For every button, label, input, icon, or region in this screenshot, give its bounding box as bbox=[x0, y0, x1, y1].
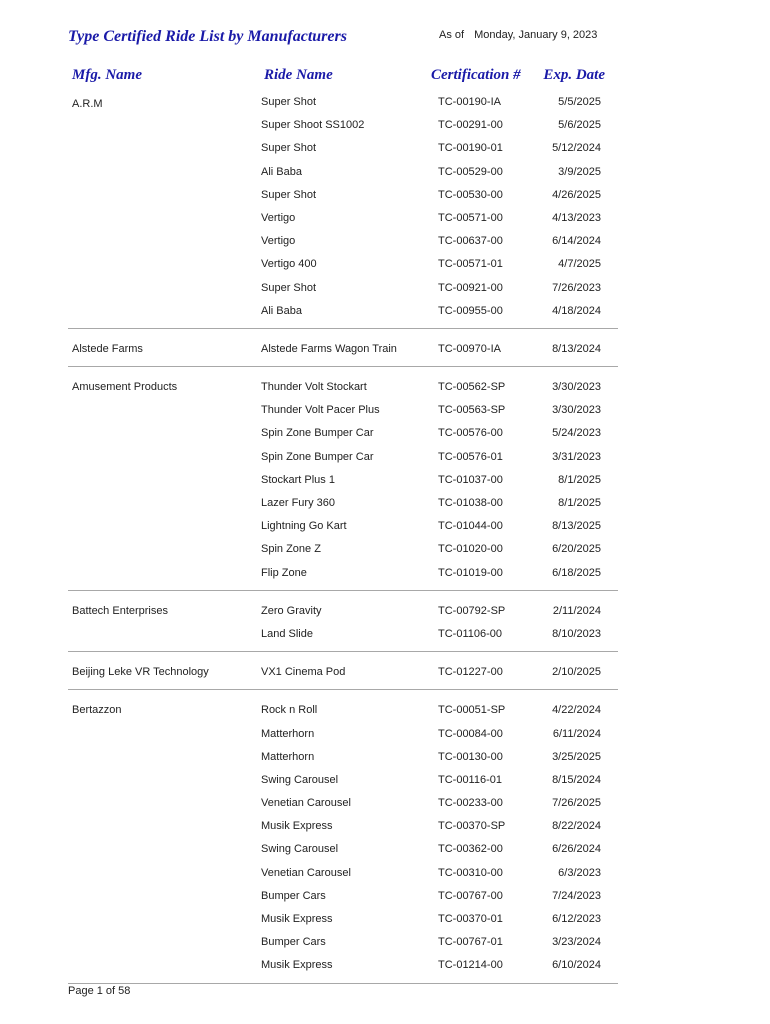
ride-name: Land Slide bbox=[261, 627, 313, 640]
column-header-mfg-name: Mfg. Name bbox=[72, 67, 142, 83]
manufacturer-group bbox=[68, 328, 618, 366]
certification-number: TC-00084-00 bbox=[438, 727, 503, 740]
ride-name: Flip Zone bbox=[261, 566, 307, 579]
certification-number: TC-00530-00 bbox=[438, 188, 503, 201]
exp-date: 7/26/2025 bbox=[552, 797, 601, 810]
certification-number: TC-00370-01 bbox=[438, 913, 503, 925]
exp-date: 8/15/2024 bbox=[552, 773, 601, 786]
certification-number: TC-00576-00 bbox=[438, 427, 503, 440]
manufacturer-name: Beijing Leke VR Technology bbox=[72, 666, 209, 679]
as-of-date: Monday, January 9, 2023 bbox=[474, 29, 598, 41]
exp-date: 3/23/2024 bbox=[552, 936, 601, 949]
exp-date: 6/3/2023 bbox=[558, 866, 601, 879]
table-row bbox=[68, 791, 618, 814]
ride-name: Spin Zone Z bbox=[261, 543, 321, 556]
table-row bbox=[68, 229, 618, 252]
certification-number: TC-00571-01 bbox=[438, 258, 503, 271]
certification-number: TC-00571-00 bbox=[438, 211, 503, 224]
exp-date: 3/31/2023 bbox=[552, 450, 601, 463]
exp-date: 8/13/2025 bbox=[552, 520, 601, 533]
ride-name: Super Shot bbox=[261, 281, 317, 294]
certification-number: TC-00116-01 bbox=[438, 773, 502, 786]
table-row bbox=[68, 337, 618, 360]
exp-date: 3/9/2025 bbox=[558, 165, 601, 178]
exp-date: 6/14/2024 bbox=[552, 235, 601, 248]
certification-number: TC-00233-00 bbox=[438, 797, 503, 810]
ride-name: Rock n Roll bbox=[261, 704, 318, 717]
exp-date: 2/11/2024 bbox=[552, 604, 601, 617]
certification-number: TC-00190-IA bbox=[438, 96, 501, 108]
table-row bbox=[68, 206, 618, 229]
table-row bbox=[68, 514, 618, 537]
page-number: Page 1 of 58 bbox=[68, 985, 131, 997]
table-row bbox=[68, 136, 618, 159]
table-row bbox=[68, 561, 618, 584]
manufacturer-name: Battech Enterprises bbox=[72, 604, 168, 617]
ride-name: Super Shot bbox=[261, 142, 317, 155]
manufacturer-group bbox=[68, 651, 618, 689]
exp-date: 8/1/2025 bbox=[558, 473, 601, 486]
exp-date: 3/25/2025 bbox=[552, 750, 601, 763]
table-row bbox=[68, 660, 618, 683]
exp-date: 2/10/2025 bbox=[552, 666, 601, 679]
table-row bbox=[68, 768, 618, 791]
certification-number: TC-00529-00 bbox=[438, 165, 503, 178]
ride-name: Lazer Fury 360 bbox=[261, 497, 335, 509]
table-row bbox=[68, 907, 618, 930]
ride-name: Musik Express bbox=[261, 820, 333, 833]
exp-date: 4/18/2024 bbox=[552, 304, 601, 317]
certification-number: TC-00767-01 bbox=[438, 936, 503, 949]
ride-name: Super Shot bbox=[261, 96, 317, 108]
ride-name: Musik Express bbox=[261, 959, 333, 972]
table-row bbox=[68, 375, 618, 398]
manufacturer-group bbox=[68, 689, 618, 982]
table-row bbox=[68, 445, 618, 468]
certification-number: TC-00921-00 bbox=[438, 281, 503, 294]
table-row bbox=[68, 183, 618, 206]
certification-number: TC-00130-00 bbox=[438, 750, 503, 763]
exp-date: 7/26/2023 bbox=[552, 281, 601, 294]
ride-name: Vertigo bbox=[261, 235, 296, 248]
exp-date: 5/5/2025 bbox=[558, 96, 601, 108]
ride-name: Ali Baba bbox=[261, 165, 302, 178]
table-row bbox=[68, 599, 618, 622]
column-header-ride-name: Ride Name bbox=[264, 67, 333, 83]
ride-name: Venetian Carousel bbox=[261, 866, 351, 879]
exp-date: 4/13/2023 bbox=[552, 211, 601, 224]
table-row bbox=[68, 814, 618, 837]
exp-date: 6/26/2024 bbox=[552, 843, 601, 856]
certification-number: TC-01020-00 bbox=[438, 543, 503, 556]
ride-name: Vertigo 400 bbox=[261, 258, 317, 271]
table-row bbox=[68, 252, 618, 275]
table-row bbox=[68, 421, 618, 444]
table-row bbox=[68, 491, 618, 514]
certification-number: TC-01106-00 bbox=[438, 627, 502, 640]
certification-number: TC-00955-00 bbox=[438, 304, 503, 317]
ride-name: Swing Carousel bbox=[261, 773, 339, 786]
report-title: Type Certified Ride List by Manufacturers bbox=[68, 28, 347, 45]
certification-number: TC-00637-00 bbox=[438, 235, 503, 248]
ride-name: Matterhorn bbox=[261, 727, 315, 740]
ride-name: Bumper Cars bbox=[261, 936, 326, 949]
table-row bbox=[68, 113, 618, 136]
ride-name: Spin Zone Bumper Car bbox=[261, 427, 374, 440]
table-row bbox=[68, 722, 618, 745]
certification-number: TC-00576-01 bbox=[438, 450, 503, 463]
table-row bbox=[68, 299, 618, 322]
table-row bbox=[68, 884, 618, 907]
exp-date: 5/6/2025 bbox=[558, 119, 601, 132]
exp-date: 5/24/2023 bbox=[552, 427, 601, 440]
table-row bbox=[68, 398, 618, 421]
table-row bbox=[68, 537, 618, 560]
as-of bbox=[439, 29, 597, 41]
certification-number: TC-00051-SP bbox=[438, 704, 506, 717]
certification-number: TC-01037-00 bbox=[438, 473, 503, 486]
ride-name: Super Shot bbox=[261, 188, 317, 201]
table-row bbox=[68, 953, 618, 976]
ride-name: VX1 Cinema Pod bbox=[261, 666, 346, 679]
ride-name: Bumper Cars bbox=[261, 889, 326, 902]
ride-list bbox=[0, 90, 770, 984]
certification-number: TC-01019-00 bbox=[438, 566, 503, 579]
certification-number: TC-01214-00 bbox=[438, 959, 503, 972]
exp-date: 3/30/2023 bbox=[552, 404, 601, 417]
manufacturer-name: Amusement Products bbox=[72, 381, 178, 394]
exp-date: 6/10/2024 bbox=[552, 959, 601, 972]
certification-number: TC-00562-SP bbox=[438, 381, 506, 394]
ride-name: Matterhorn bbox=[261, 750, 315, 763]
ride-name: Alstede Farms Wagon Train bbox=[261, 342, 397, 355]
ride-name: Super Shoot SS1002 bbox=[261, 119, 365, 132]
certification-number: TC-00310-00 bbox=[438, 866, 503, 879]
certification-number: TC-01044-00 bbox=[438, 520, 503, 533]
manufacturer-name: Alstede Farms bbox=[72, 342, 143, 355]
certification-number: TC-00291-00 bbox=[438, 119, 503, 132]
table-row bbox=[68, 90, 618, 113]
exp-date: 4/26/2025 bbox=[552, 188, 601, 201]
exp-date: 8/13/2024 bbox=[552, 342, 601, 355]
ride-name: Thunder Volt Pacer Plus bbox=[261, 404, 380, 417]
exp-date: 6/12/2023 bbox=[552, 913, 601, 925]
ride-name: Swing Carousel bbox=[261, 843, 339, 856]
certification-number: TC-00767-00 bbox=[438, 889, 503, 902]
ride-name: Vertigo bbox=[261, 211, 296, 224]
ride-name: Zero Gravity bbox=[261, 604, 322, 617]
exp-date: 6/11/2024 bbox=[552, 727, 601, 740]
exp-date: 8/22/2024 bbox=[552, 820, 601, 833]
manufacturer-group bbox=[68, 90, 618, 328]
ride-name: Ali Baba bbox=[261, 304, 302, 317]
manufacturer-group bbox=[68, 366, 618, 590]
table-row bbox=[68, 837, 618, 860]
certification-number: TC-01227-00 bbox=[438, 666, 503, 679]
table-row bbox=[68, 745, 618, 768]
table-row bbox=[68, 930, 618, 953]
exp-date: 3/30/2023 bbox=[552, 381, 601, 394]
ride-name: Spin Zone Bumper Car bbox=[261, 450, 374, 463]
table-row bbox=[68, 861, 618, 884]
table-row bbox=[68, 276, 618, 299]
manufacturer-name: Bertazzon bbox=[72, 704, 122, 717]
exp-date: 4/22/2024 bbox=[552, 704, 601, 717]
certification-number: TC-00362-00 bbox=[438, 843, 503, 856]
ride-name: Venetian Carousel bbox=[261, 797, 351, 810]
manufacturer-group bbox=[68, 590, 618, 651]
bottom-divider bbox=[68, 983, 618, 984]
as-of-label: As of bbox=[439, 29, 465, 41]
column-header-exp-date: Exp. Date bbox=[543, 67, 605, 83]
ride-name: Lightning Go Kart bbox=[261, 520, 347, 533]
table-row bbox=[68, 698, 618, 721]
manufacturer-name: A.R.M bbox=[72, 98, 103, 110]
ride-name: Stockart Plus 1 bbox=[261, 473, 335, 486]
ride-name: Musik Express bbox=[261, 913, 333, 925]
table-row bbox=[68, 160, 618, 183]
exp-date: 5/12/2024 bbox=[552, 142, 601, 155]
exp-date: 8/10/2023 bbox=[552, 627, 601, 640]
exp-date: 6/20/2025 bbox=[552, 543, 601, 556]
certification-number: TC-00370-SP bbox=[438, 820, 506, 833]
column-header-certification: Certification # bbox=[431, 67, 521, 83]
table-row bbox=[68, 468, 618, 491]
certification-number: TC-01038-00 bbox=[438, 497, 503, 509]
certification-number: TC-00563-SP bbox=[438, 404, 506, 417]
exp-date: 7/24/2023 bbox=[552, 889, 601, 902]
certification-number: TC-00970-IA bbox=[438, 342, 501, 355]
certification-number: TC-00190-01 bbox=[438, 142, 503, 155]
exp-date: 4/7/2025 bbox=[558, 258, 601, 271]
table-row bbox=[68, 622, 618, 645]
exp-date: 6/18/2025 bbox=[552, 566, 601, 579]
exp-date: 8/1/2025 bbox=[558, 497, 601, 509]
certification-number: TC-00792-SP bbox=[438, 604, 506, 617]
ride-name: Thunder Volt Stockart bbox=[261, 381, 367, 394]
